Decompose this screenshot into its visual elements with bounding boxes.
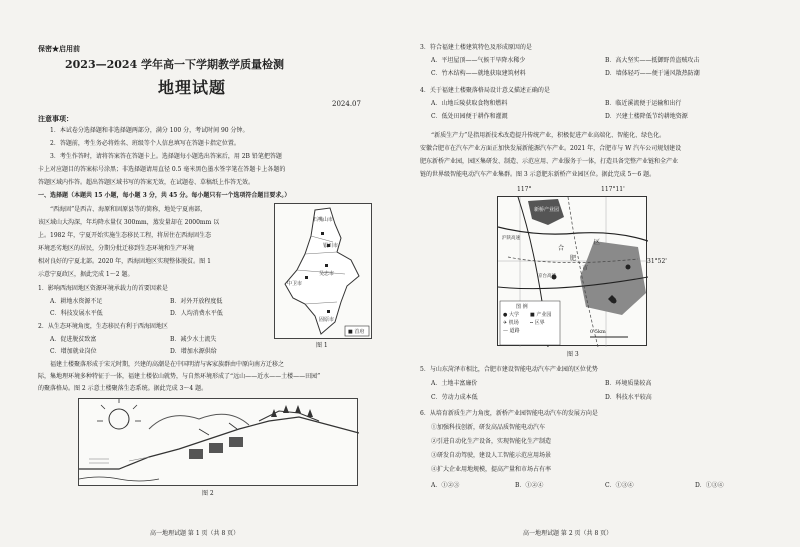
exam-date: 2024.07: [332, 100, 361, 108]
q6-statement: ③研发自动驾驶，建设人工智能示范应用场景: [431, 452, 552, 459]
passage-3-line: 肥东新桥产业园，园区集研发、制造、示范应用、产业服务于一体，打造具备完整产业链和全产业: [420, 158, 679, 165]
q1-option-a[interactable]: A．耕地水资源不足: [50, 298, 103, 305]
map-label: 合: [558, 245, 565, 252]
hefei-map-drawing: [498, 197, 648, 347]
longitude-label: 117°: [517, 186, 532, 193]
page-2: [405, 0, 800, 547]
q1-option-d[interactable]: D．人均消费水平低: [170, 310, 223, 317]
figure-3-map: [497, 196, 647, 346]
question-4: 4．关于福建土楼聚落格局设计意义描述正确的是: [420, 87, 550, 94]
question-1: 1．影响西海固地区资源环境承载力的首要因素是: [38, 285, 168, 292]
note-line: 3．考生作答时，请将答案答在答题卡上。选择题每小题选出答案后，用 2B 铅笔把答题: [50, 153, 282, 160]
q4-option-d[interactable]: D．兴建土楼降低节约耕地资源: [605, 113, 688, 120]
map-label: 肥: [570, 255, 577, 262]
q1-option-b[interactable]: B．对外开放程度低: [170, 298, 223, 305]
passage-2-line: 际，集地理环境多种特征于一体，福建土楼依山就势，与自然环境形成了“远山——近水——土楼——田园”: [38, 373, 321, 380]
passage-3-line: 安徽合肥市在汽车产业方面正加快发展新能源汽车产业。2021 年，合肥市与 W 汽车公司规划建设: [420, 145, 682, 152]
tulou-ecosystem-drawing: [79, 399, 359, 487]
q6-option-a[interactable]: A．①②③: [431, 482, 460, 489]
note-line: 卡上对应题目的答案标号涂黑；非选择题请用直径 0.5 毫米黑色墨水签字笔在答题卡上各题的: [38, 166, 286, 173]
exam-title: 2023—2024 学年高一下学期教学质量检测: [65, 58, 285, 71]
legend-item: ✈ 机场: [503, 320, 519, 326]
question-6: 6．从培育新质生产力角度，新桥产业园智能电动汽车的发展方向是: [420, 410, 598, 417]
q5-option-a[interactable]: A．土地丰富廉价: [431, 380, 478, 387]
figure-1-caption: 图 1: [316, 342, 328, 349]
q3-option-b[interactable]: B．高大坚实——抵御野兽盗贼攻击: [605, 57, 700, 64]
q6-option-d[interactable]: D．①③④: [695, 482, 724, 489]
note-line: 2．答题前，考生务必将姓名、班级等个人信息填写在答题卡指定位置。: [50, 140, 240, 147]
passage-1-line: 示意宁夏政区，据此完成 1～2 题。: [38, 271, 134, 278]
passage-1-line: 环境恶劣地区的居民，分期分批迁移到生态环境和生产环境: [38, 245, 195, 252]
passage-1-line: 该区域山大沟深，年均降水量仅 300mm，蒸发量却在 2000mm 以: [38, 219, 220, 226]
q5-option-c[interactable]: C．劳动力成本低: [431, 394, 478, 401]
map-label: 区: [594, 239, 601, 246]
passage-3-line: “新质生产力”是指用新技术改造提升传统产业，积极促进产业高端化、智能化、绿色化。: [431, 132, 666, 139]
q2-option-c[interactable]: C．增加就业岗位: [50, 348, 97, 355]
secret-label: 保密★启用前: [38, 44, 80, 53]
map-label: 市: [582, 265, 589, 272]
q3-option-a[interactable]: A．平坦屋顶——气候干旱降水稀少: [431, 57, 526, 64]
q6-statement: ②引进自动化生产设备，实现智能化生产制造: [431, 438, 552, 445]
passage-2-line: 福建土楼聚落形成于宋元时期，兴建的高潮是在中国明清与客家族群由中原向南方迁移之: [50, 361, 285, 368]
q4-option-c[interactable]: C．低处田园便于耕作和灌溉: [431, 113, 508, 120]
subject-title: 地理试题: [158, 78, 227, 97]
q2-option-a[interactable]: A．促进脱贫致富: [50, 336, 97, 343]
figure-3-caption: 图 3: [567, 351, 579, 358]
road-label: 京台高速: [538, 274, 556, 279]
passage-2-line: 的聚落格局。图 2 示意土楼聚落生态系统。据此完成 3～4 题。: [38, 385, 208, 392]
notes-heading: 注意事项：: [38, 114, 73, 123]
map-legend: ■ 首府: [348, 329, 365, 335]
map-label: 银川市: [323, 243, 339, 249]
page-1-footer: 高一地理试题 第 1 页（共 8 页）: [150, 530, 240, 537]
scale-bar: 0 5km: [590, 329, 606, 335]
figure-2-diagram: [78, 398, 358, 486]
q3-option-c[interactable]: C．竹木结构——就地获取建筑材料: [431, 70, 526, 77]
figure-2-caption: 图 2: [202, 490, 214, 497]
q2-option-d[interactable]: D．增加水源供给: [170, 348, 217, 355]
q4-option-b[interactable]: B．临近溪流便于运输和出行: [605, 100, 682, 107]
legend-item: ● 大学: [503, 312, 519, 318]
q6-statement: ④扩大企业用地规模，提高产量和市场占有率: [431, 466, 552, 473]
legend-item: — 道路: [503, 328, 520, 334]
note-line: 1．本试卷分选择题和非选择题两部分，满分 100 分，考试时间 90 分钟。: [50, 127, 249, 134]
question-3: 3．符合福建土楼建筑特色及形成原因的是: [420, 44, 532, 51]
question-2: 2．从生态环境角度，生态移民有利于西海固地区: [38, 323, 168, 330]
section-1-heading: 一、选择题（本题共 15 小题，每小题 3 分，共 45 分。每小题只有一个选项符合题目要求。）: [38, 192, 291, 199]
question-5: 5．与山东菏泽市相比，合肥市建设智能电动汽车产业园的区位优势: [420, 366, 598, 373]
q6-option-b[interactable]: B．①②④: [515, 482, 544, 489]
q3-option-d[interactable]: D．墙体轻巧——便于通风散热防潮: [605, 70, 700, 77]
q1-option-c[interactable]: C．科技发展水平低: [50, 310, 103, 317]
q5-option-d[interactable]: D．科技水平较高: [605, 394, 652, 401]
q6-option-c[interactable]: C．①③④: [605, 482, 634, 489]
page-2-footer: 高一地理试题 第 2 页（共 8 页）: [523, 530, 613, 537]
map-label: 固原市: [319, 317, 335, 323]
map-label: 新桥产业园: [534, 207, 560, 213]
legend-item: ┅ 区界: [530, 320, 545, 326]
latitude-label: 31°52': [647, 258, 667, 265]
figure-1-map: [274, 203, 372, 339]
passage-1-line: “西海固”是西吉、海原和固原县等的简称，地处宁夏南部，: [50, 206, 207, 213]
map-label: 石嘴山市: [313, 217, 334, 223]
road-label: 沪陕高速: [502, 236, 520, 241]
map-label: 吴忠市: [319, 271, 335, 277]
longitude-label: 117°11': [601, 186, 625, 193]
legend-item: ■ 产业园: [530, 312, 552, 318]
note-line: 答题区域内作答。超出答题区域书写的答案无效，在试题卷、草稿纸上作答无效。: [38, 179, 255, 186]
map-label: 中卫市: [287, 281, 303, 287]
q5-option-b[interactable]: B．环境质量较高: [605, 380, 652, 387]
legend-title: 图 例: [516, 304, 528, 310]
passage-1-line: 相对良好的宁夏北部。2020 年，西海固地区实现整体脱贫。图 1: [38, 258, 211, 265]
passage-3-line: 链的世界级智能电动汽车产业集群。图 3 示意肥东新桥产业园区位。据此完成 5～6 题。: [420, 171, 656, 178]
q4-option-a[interactable]: A．山地丘陵获取食物和燃料: [431, 100, 508, 107]
passage-1-line: 上。1982 年，宁夏开始实施生态移民工程，将居住在西海固生态: [38, 232, 212, 239]
q2-option-b[interactable]: B．减少水土流失: [170, 336, 217, 343]
q6-statement: ①加强科技创新，研发高品质智能电动汽车: [431, 424, 546, 431]
